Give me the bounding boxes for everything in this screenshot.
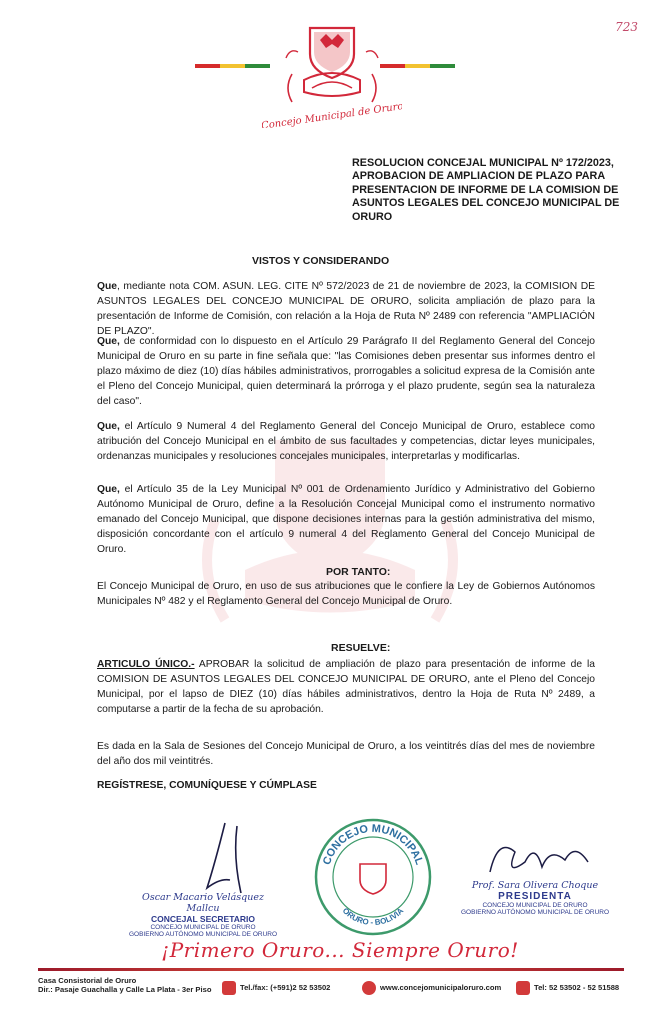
paragraph-3-lead: Que,: [97, 421, 120, 432]
section-heading-vistos: VISTOS Y CONSIDERANDO: [252, 255, 390, 267]
signature-left: [128, 892, 278, 938]
paragraph-2: [97, 334, 595, 409]
signature-right-role: PRESIDENTA: [498, 891, 572, 902]
paragraph-2-text: de conformidad con lo dispuesto en el Artículo 29 Parágrafo II del Reglamento General del Concejo Municipal de Oruro en su parte in fine señala que: "las Comisiones deben presentar sus informes dentro el plazo máximo de diez (10) días hábiles administrativos, prorrogables a solicitud expresa de la Comisión ante el Pleno del Concejo Municipal, quien determinará la prórroga y el plazo prudente, según sea la naturaleza del caso".: [97, 336, 595, 407]
seal-top-text: CONCEJO MUNICIPAL: [320, 822, 426, 867]
phone-icon: [516, 981, 530, 995]
signature-right-name: Prof. Sara Olivera Choque: [471, 880, 599, 891]
paragraph-4-text: el Artículo 35 de la Ley Municipal Nº 001 de Ordenamiento Jurídico y Administrativo del Gobierno Autónomo Municipal de Oruro, define a la Resolución Concejal Municipal como el instrumento normativo emanado del Concejo Municipal, que dispone decisiones internas para la gestión administrativa del mismo, disposición concordante con el artículo 9 numeral 4 del Reglamento General del Concejo Municipal de Oruro.: [97, 484, 595, 555]
section-heading-por-tanto: POR TANTO:: [326, 566, 391, 578]
paragraph-1: [97, 279, 595, 339]
section-heading-resuelve: RESUELVE:: [331, 642, 391, 654]
paragraph-3-text: el Artículo 9 Numeral 4 del Reglamento General del Concejo Municipal de Oruro, establece como atribución del Concejo Municipal en el ámbito de sus facultades y competencias, dictar leyes municipales, ordenanzas municipales y resoluciones concejales municipales, interpretarlas y modificarlas.: [97, 421, 595, 462]
paragraph-6-text: APROBAR la solicitud de ampliación de plazo para presentación de informe de la COMISION DE ASUNTOS LEGALES DEL CONCEJO MUNICIPAL DE ORURO, ante el Pleno del Concejo Municipal, por el lapso de DIEZ (10) días hábiles administrativos, dentro la Hoja de Ruta Nº 2489, a computarse a partir de la fecha de su aprobación.: [97, 659, 595, 715]
footer-address-line2: Dir.: Pasaje Guachalla y Calle La Plata - 3er Piso: [38, 985, 212, 994]
council-emblem-icon: [262, 18, 402, 128]
emblem-text: Concejo Municipal de Oruro: [262, 101, 402, 128]
footer-phones: [516, 981, 619, 995]
signature-left-name: Oscar Macario Velásquez Mallcu: [142, 892, 264, 914]
signature-right-org1: CONCEJO MUNICIPAL DE ORURO: [482, 902, 588, 909]
paragraph-5: El Concejo Municipal de Oruro, en uso de sus atribuciones que le confiere la Ley de Gobiernos Autónomos Municipales Nº 482 y el Reglamento General del Concejo Municipal de Oruro.: [97, 581, 595, 607]
council-emblem: [262, 18, 402, 128]
footer-telfax: [222, 981, 330, 995]
paragraph-1-lead: Que: [97, 281, 118, 292]
paragraph-2-lead: Que,: [97, 336, 120, 347]
resolution-title: RESOLUCION CONCEJAL MUNICIPAL Nº 172/2023, APROBACION DE AMPLIACION DE PLAZO PARA PRESENTACION DE INFORME DE LA COMISION DE ASUNTOS LEGALES DEL CONCEJO MUNICIPAL DE ORURO: [352, 157, 620, 223]
footer-phones-text: Tel: 52 53502 - 52 51588: [534, 983, 620, 992]
footer-address: [38, 976, 218, 994]
handwritten-page-number: 723: [615, 20, 638, 34]
fax-icon: [222, 981, 236, 995]
signature-left-org2: GOBIERNO AUTÓNOMO MUNICIPAL DE ORURO: [128, 931, 278, 938]
paragraph-3: [97, 419, 595, 464]
paragraph-7: Es dada en la Sala de Sesiones del Concejo Municipal de Oruro, a los veintitrés días del mes de noviembre del año dos mil veintitrés.: [97, 741, 595, 767]
paragraph-4: [97, 482, 595, 557]
article-label: ARTICULO ÚNICO.-: [97, 659, 195, 670]
signature-left-org1: CONCEJO MUNICIPAL DE ORURO: [150, 924, 256, 931]
globe-icon: [362, 981, 376, 995]
footer-address-line1: Casa Consistorial de Oruro: [38, 976, 137, 985]
paragraph-4-lead: Que,: [97, 484, 120, 495]
motto-text: ¡Primero Oruro... Siempre Oruro!: [161, 938, 519, 962]
seal-bottom-text: ORURO - BOLIVIA: [340, 906, 406, 928]
council-seal: [312, 816, 434, 938]
footer-divider: [38, 968, 624, 971]
closing-formula: REGÍSTRESE, COMUNÍQUESE Y CÚMPLASE: [97, 780, 317, 791]
footer-website: [362, 981, 501, 995]
flag-stripe-left: [195, 64, 270, 68]
paragraph-1-text: , mediante nota COM. ASUN. LEG. CITE Nº 572/2023 de 21 de noviembre de 2023, la COMISION DE ASUNTOS LEGALES DEL CONCEJO MUNICIPAL DE ORURO, solicita ampliación de plazo para la presentación de Informe de Comisión, con relación a la Hoja de Ruta Nº 2489 con referencia "AMPLIACIÓN DE PLAZO".: [97, 281, 595, 337]
paragraph-6: [97, 657, 595, 717]
signature-right: [460, 880, 610, 916]
signature-right-org2: GOBIERNO AUTÓNOMO MUNICIPAL DE ORURO: [460, 909, 610, 916]
signature-left-role: CONCEJAL SECRETARIO: [150, 914, 256, 924]
footer-telfax-text: Tel./fax: (+591)2 52 53502: [240, 983, 331, 992]
footer-website-text: www.concejomunicipaloruro.com: [380, 983, 502, 992]
